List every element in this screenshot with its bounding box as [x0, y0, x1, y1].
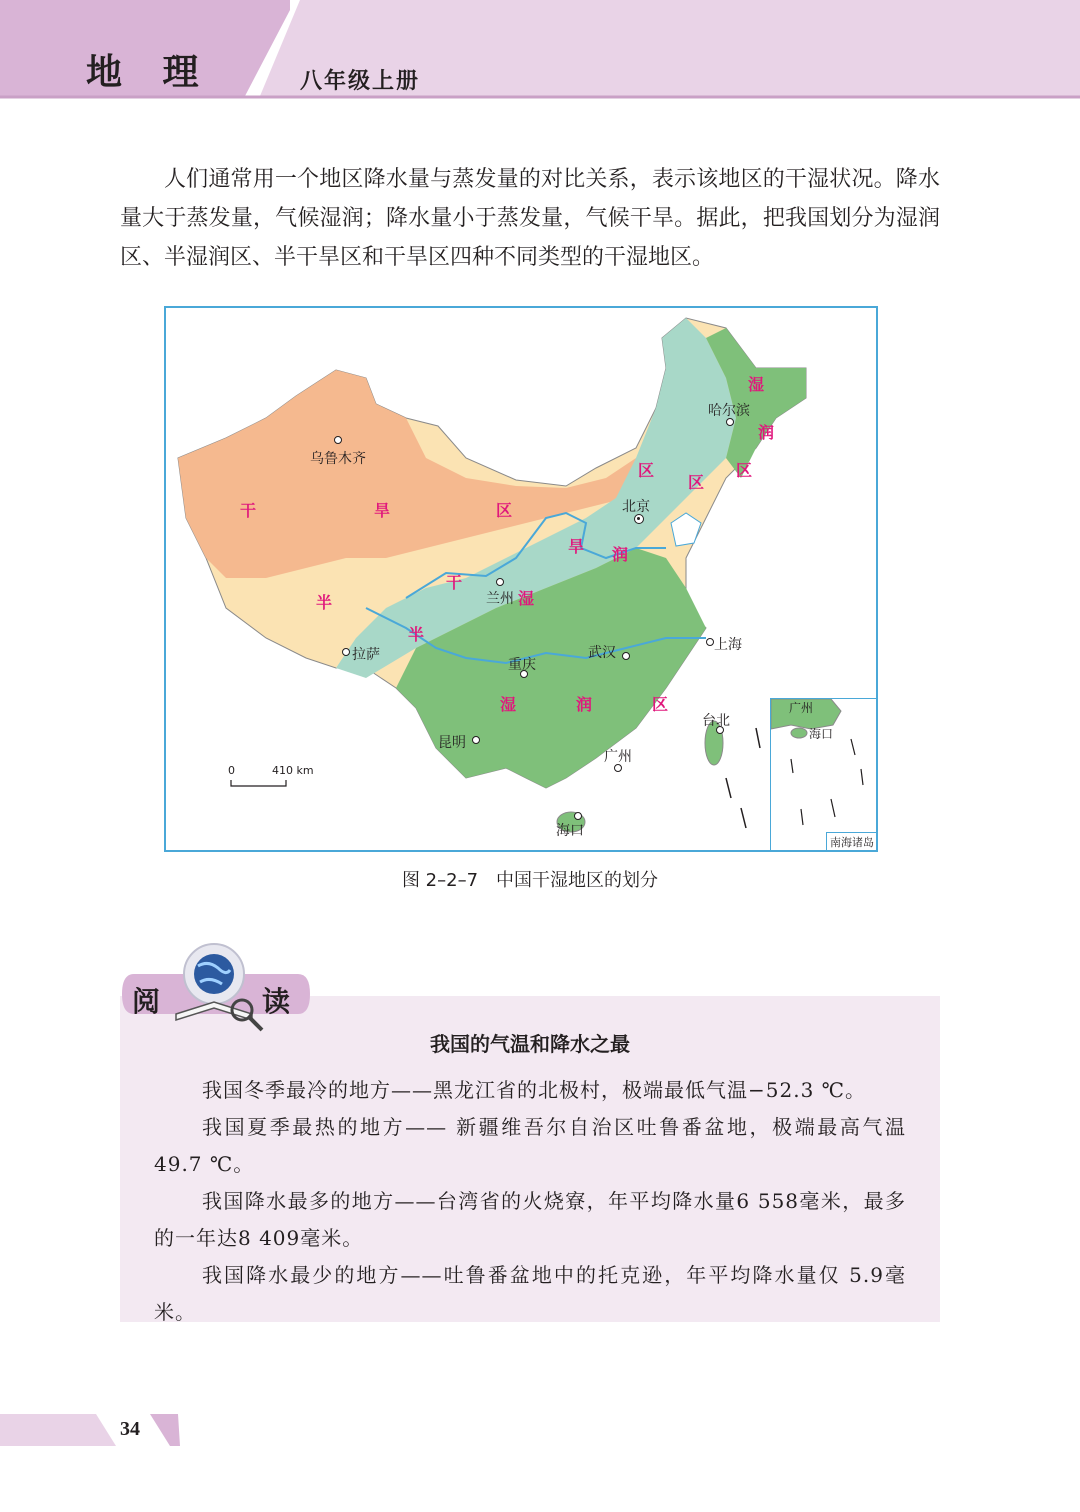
- city-dot-haikou: [574, 812, 582, 820]
- city-dot-kunming: [472, 736, 480, 744]
- label-semi-arid-3: 旱: [568, 537, 585, 556]
- reading-body: [154, 1072, 906, 1331]
- label-semi-humid-3: 润: [612, 545, 629, 564]
- label-humid-south-1: 湿: [500, 695, 517, 714]
- city-lhasa: 拉萨: [352, 647, 380, 663]
- reading-tab-right: 读: [262, 985, 291, 1018]
- scale-zero: 0: [228, 764, 235, 777]
- page-footer: [0, 1410, 200, 1450]
- label-semi-humid-4: 区: [688, 473, 705, 492]
- city-shanghai: 上海: [714, 637, 742, 653]
- inset-haikou: 海口: [809, 727, 834, 741]
- label-humid-ne-1: 湿: [748, 375, 765, 394]
- inset-caption: 南海诸岛: [826, 832, 877, 851]
- label-semi-humid-1: 半: [408, 625, 425, 644]
- label-humid-south-2: 润: [576, 695, 593, 714]
- label-semi-arid-4: 区: [638, 461, 655, 480]
- south-china-sea-inset: [770, 698, 878, 852]
- label-humid-ne-3: 区: [736, 461, 753, 480]
- label-arid-1: 干: [240, 501, 257, 520]
- city-guangzhou: 广州: [604, 749, 632, 765]
- city-wuhan: 武汉: [588, 645, 616, 661]
- reading-paragraph-wettest: 我国降水最多的地方——台湾省的火烧寮，年平均降水量6 558毫米，最多的一年达8 409毫米。: [154, 1189, 906, 1250]
- book-globe-icon: [168, 936, 268, 1032]
- label-arid-3: 区: [496, 501, 513, 520]
- reading-tab-left: 阅: [132, 985, 161, 1018]
- city-urumqi: 乌鲁木齐: [310, 451, 366, 467]
- city-kunming: 昆明: [438, 735, 466, 751]
- grade-title: 八年级上册: [300, 69, 421, 94]
- city-dot-shanghai: [706, 638, 714, 646]
- subject-title: 地 理: [86, 52, 213, 93]
- reading-paragraph-hottest: 我国夏季最热的地方—— 新疆维吾尔自治区吐鲁番盆地，极端最高气温49.7 ℃。: [154, 1115, 906, 1176]
- label-humid-ne-2: 润: [758, 423, 775, 442]
- label-semi-humid-2: 湿: [518, 589, 535, 608]
- dry-wet-region-map: [164, 306, 878, 852]
- city-dot-wuhan: [622, 652, 630, 660]
- intro-paragraph: 人们通常用一个地区降水量与蒸发量的对比关系，表示该地区的干湿状况。降水量大于蒸发量，气候湿润；降水量小于蒸发量，气候干旱。据此，把我国划分为湿润区、半湿润区、半干旱区和干旱区四种不同类型的干湿地区。: [120, 167, 940, 270]
- city-haikou: 海口: [556, 823, 584, 839]
- figure-caption: 图 2–2–7 中国干湿地区的划分: [401, 870, 659, 891]
- city-lanzhou: 兰州: [486, 591, 514, 607]
- inset-guangzhou: 广州: [789, 701, 814, 715]
- city-dot-urumqi: [334, 436, 342, 444]
- city-chongqing: 重庆: [508, 657, 536, 673]
- scale-distance: 410 km: [272, 764, 314, 777]
- reading-title: 我国的气温和降水之最: [430, 1032, 630, 1056]
- city-beijing: 北京: [622, 499, 650, 515]
- label-semi-arid-1: 半: [316, 593, 333, 612]
- scale-bar: [230, 764, 350, 794]
- city-dot-lhasa: [342, 648, 350, 656]
- city-harbin: 哈尔滨: [708, 403, 750, 419]
- reading-paragraph-driest: 我国降水最少的地方——吐鲁番盆地中的托克逊，年平均降水量仅 5.9毫米。: [154, 1263, 906, 1324]
- label-semi-arid-2: 干: [446, 573, 463, 592]
- city-taipei: 台北: [702, 713, 730, 729]
- reading-paragraph-coldest: 我国冬季最冷的地方——黑龙江省的北极村，极端最低气温−52.3 ℃。: [202, 1078, 867, 1102]
- city-dot-lanzhou: [496, 578, 504, 586]
- label-arid-2: 旱: [374, 501, 391, 520]
- page-number: 34: [120, 1418, 140, 1440]
- label-humid-south-3: 区: [652, 695, 669, 714]
